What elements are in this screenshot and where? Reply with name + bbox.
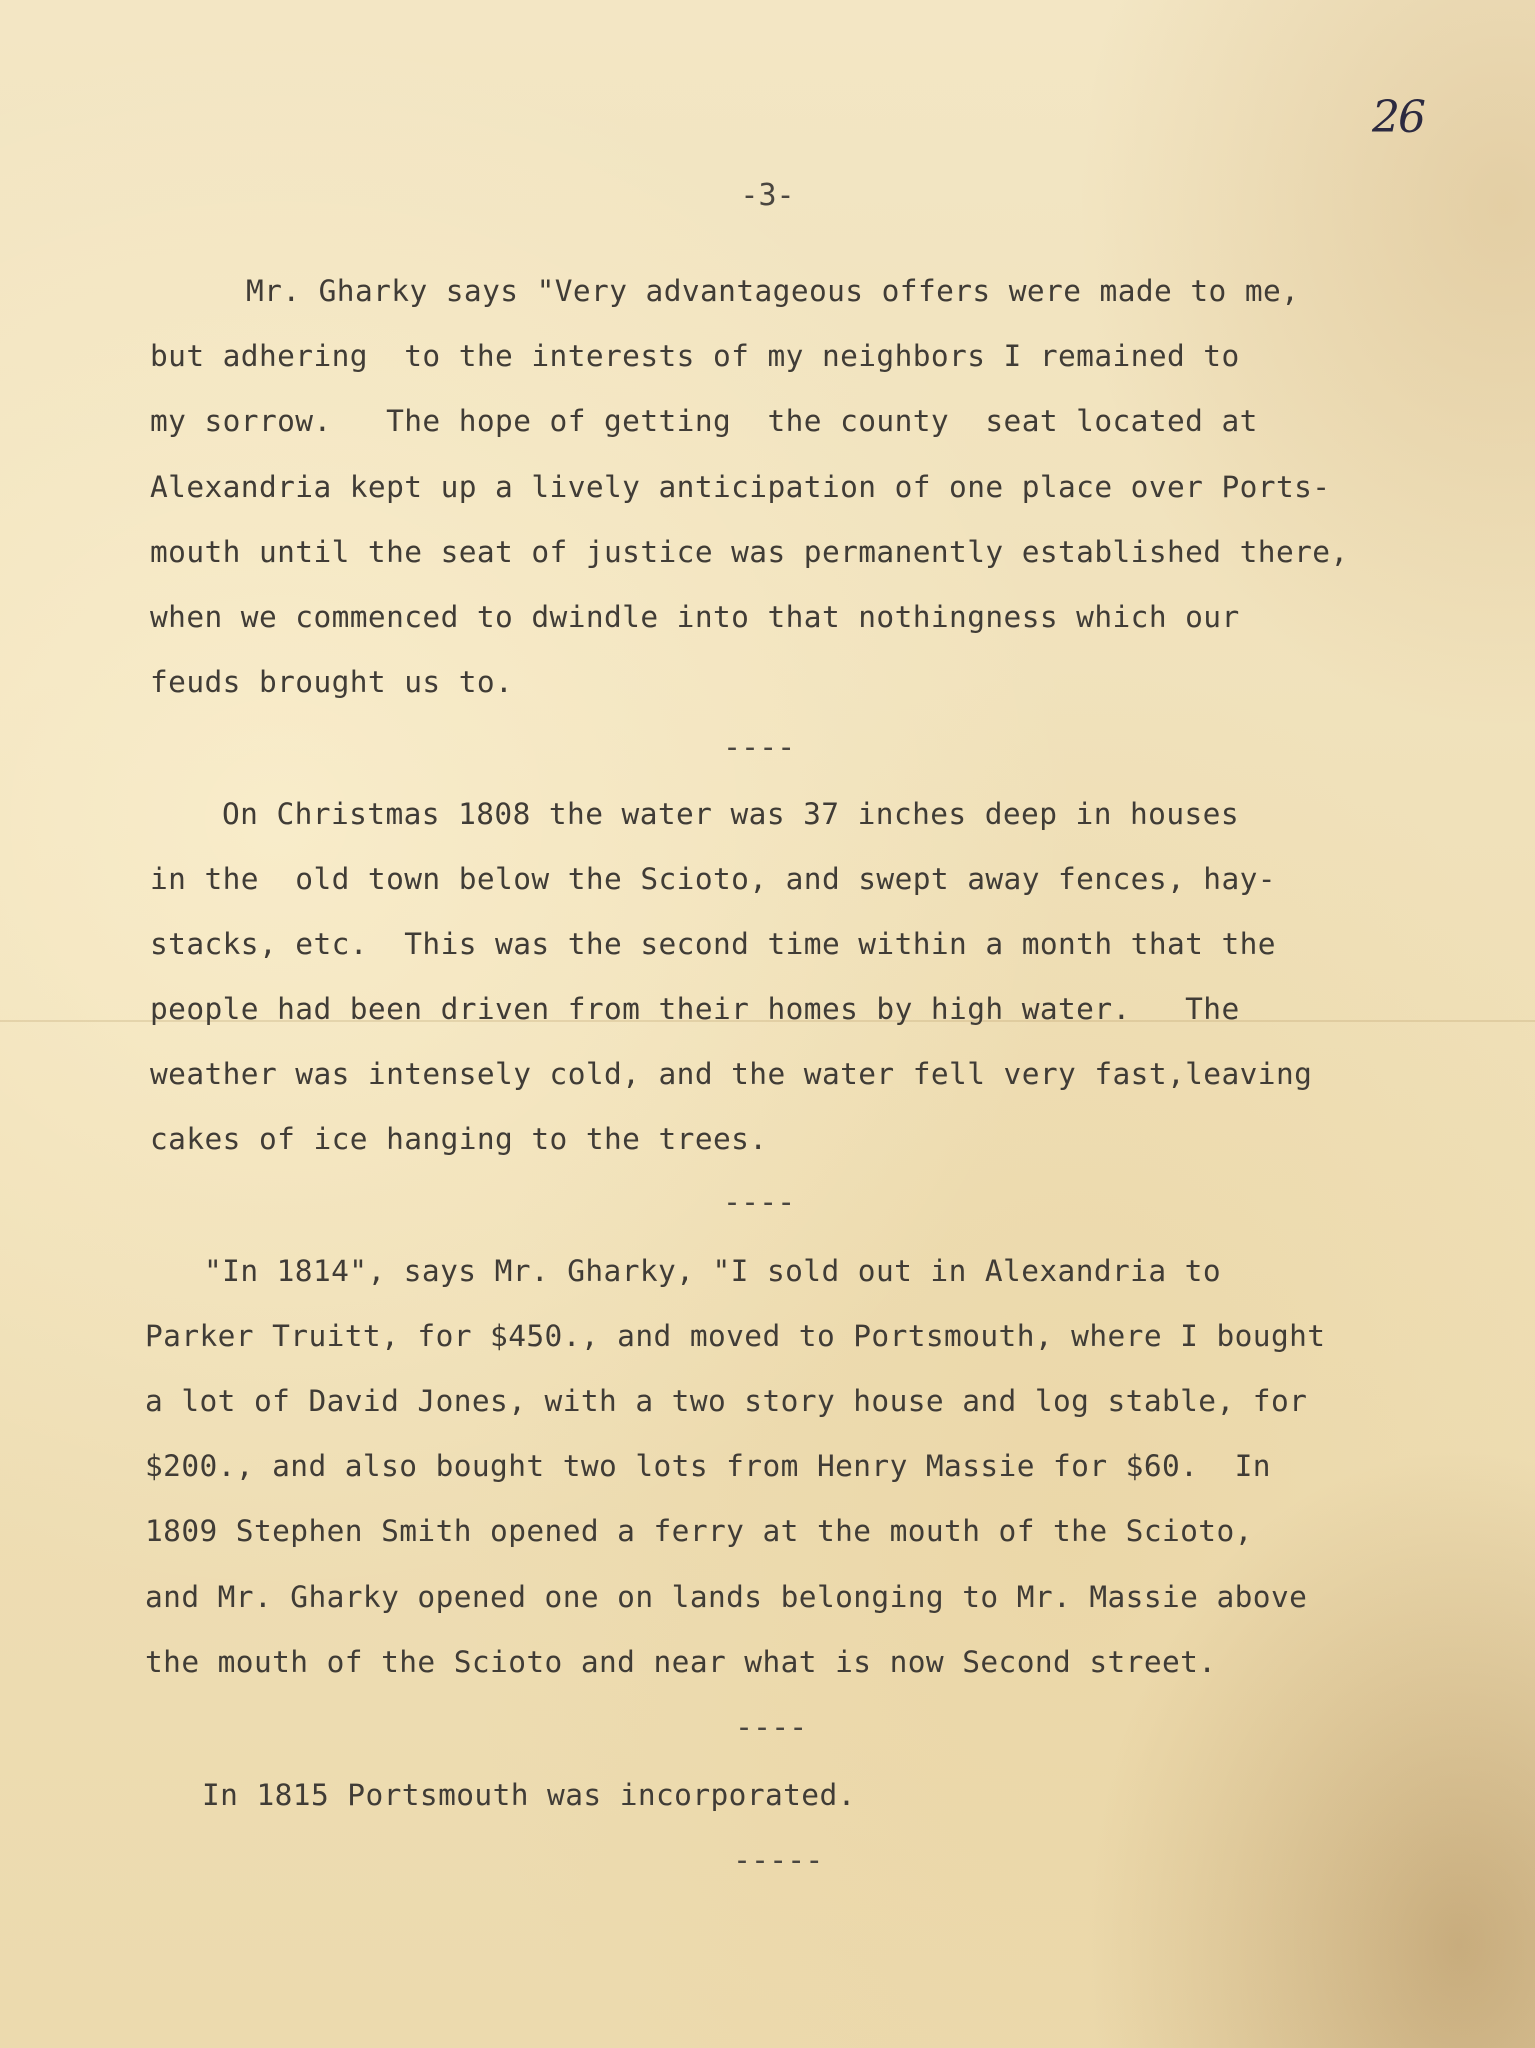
text-line: Mr. Gharky says "Very advantageous offers were made to me, <box>246 274 1300 308</box>
text-line: mouth until the seat of justice was permanently established there, <box>150 535 1349 569</box>
text-line: stacks, etc. This was the second time within a month that the <box>150 927 1276 961</box>
text-line: feuds brought us to. <box>150 665 514 699</box>
section-separator: ---- <box>735 1710 808 1745</box>
text-line: In 1815 Portsmouth was incorporated. <box>202 1778 856 1812</box>
text-line: Alexandria kept up a lively anticipation of one place over Ports- <box>150 470 1331 504</box>
text-line: and Mr. Gharky opened one on lands belonging to Mr. Massie above <box>145 1580 1308 1614</box>
page-number: -3- <box>740 178 795 213</box>
text-line: in the old town below the Scioto, and swept away fences, hay- <box>150 862 1276 896</box>
handwritten-page-number: 26 <box>1372 92 1424 143</box>
text-line: but adhering to the interests of my neighbors I remained to <box>150 339 1240 373</box>
text-line: people had been driven from their homes by high water. The <box>150 992 1240 1026</box>
text-line: Parker Truitt, for $450., and moved to Portsmouth, where I bought <box>145 1319 1326 1353</box>
text-line: cakes of ice hanging to the trees. <box>150 1122 768 1156</box>
text-line: $200., and also bought two lots from Henry Massie for $60. In <box>145 1449 1271 1483</box>
text-line: "In 1814", says Mr. Gharky, "I sold out in Alexandria to <box>204 1254 1221 1288</box>
text-line: a lot of David Jones, with a two story house and log stable, for <box>145 1384 1308 1418</box>
text-line: 1809 Stephen Smith opened a ferry at the mouth of the Scioto, <box>145 1514 1253 1548</box>
text-line: weather was intensely cold, and the water fell very fast,leaving <box>150 1057 1313 1091</box>
text-line: On Christmas 1808 the water was 37 inches deep in houses <box>222 797 1239 831</box>
section-separator: ----- <box>733 1843 824 1878</box>
text-line: the mouth of the Scioto and near what is now Second street. <box>145 1645 1217 1679</box>
text-line: when we commenced to dwindle into that nothingness which our <box>150 600 1240 634</box>
section-separator: ---- <box>723 1185 796 1220</box>
section-separator: ---- <box>723 730 796 765</box>
text-line: my sorrow. The hope of getting the county seat located at <box>150 404 1258 438</box>
